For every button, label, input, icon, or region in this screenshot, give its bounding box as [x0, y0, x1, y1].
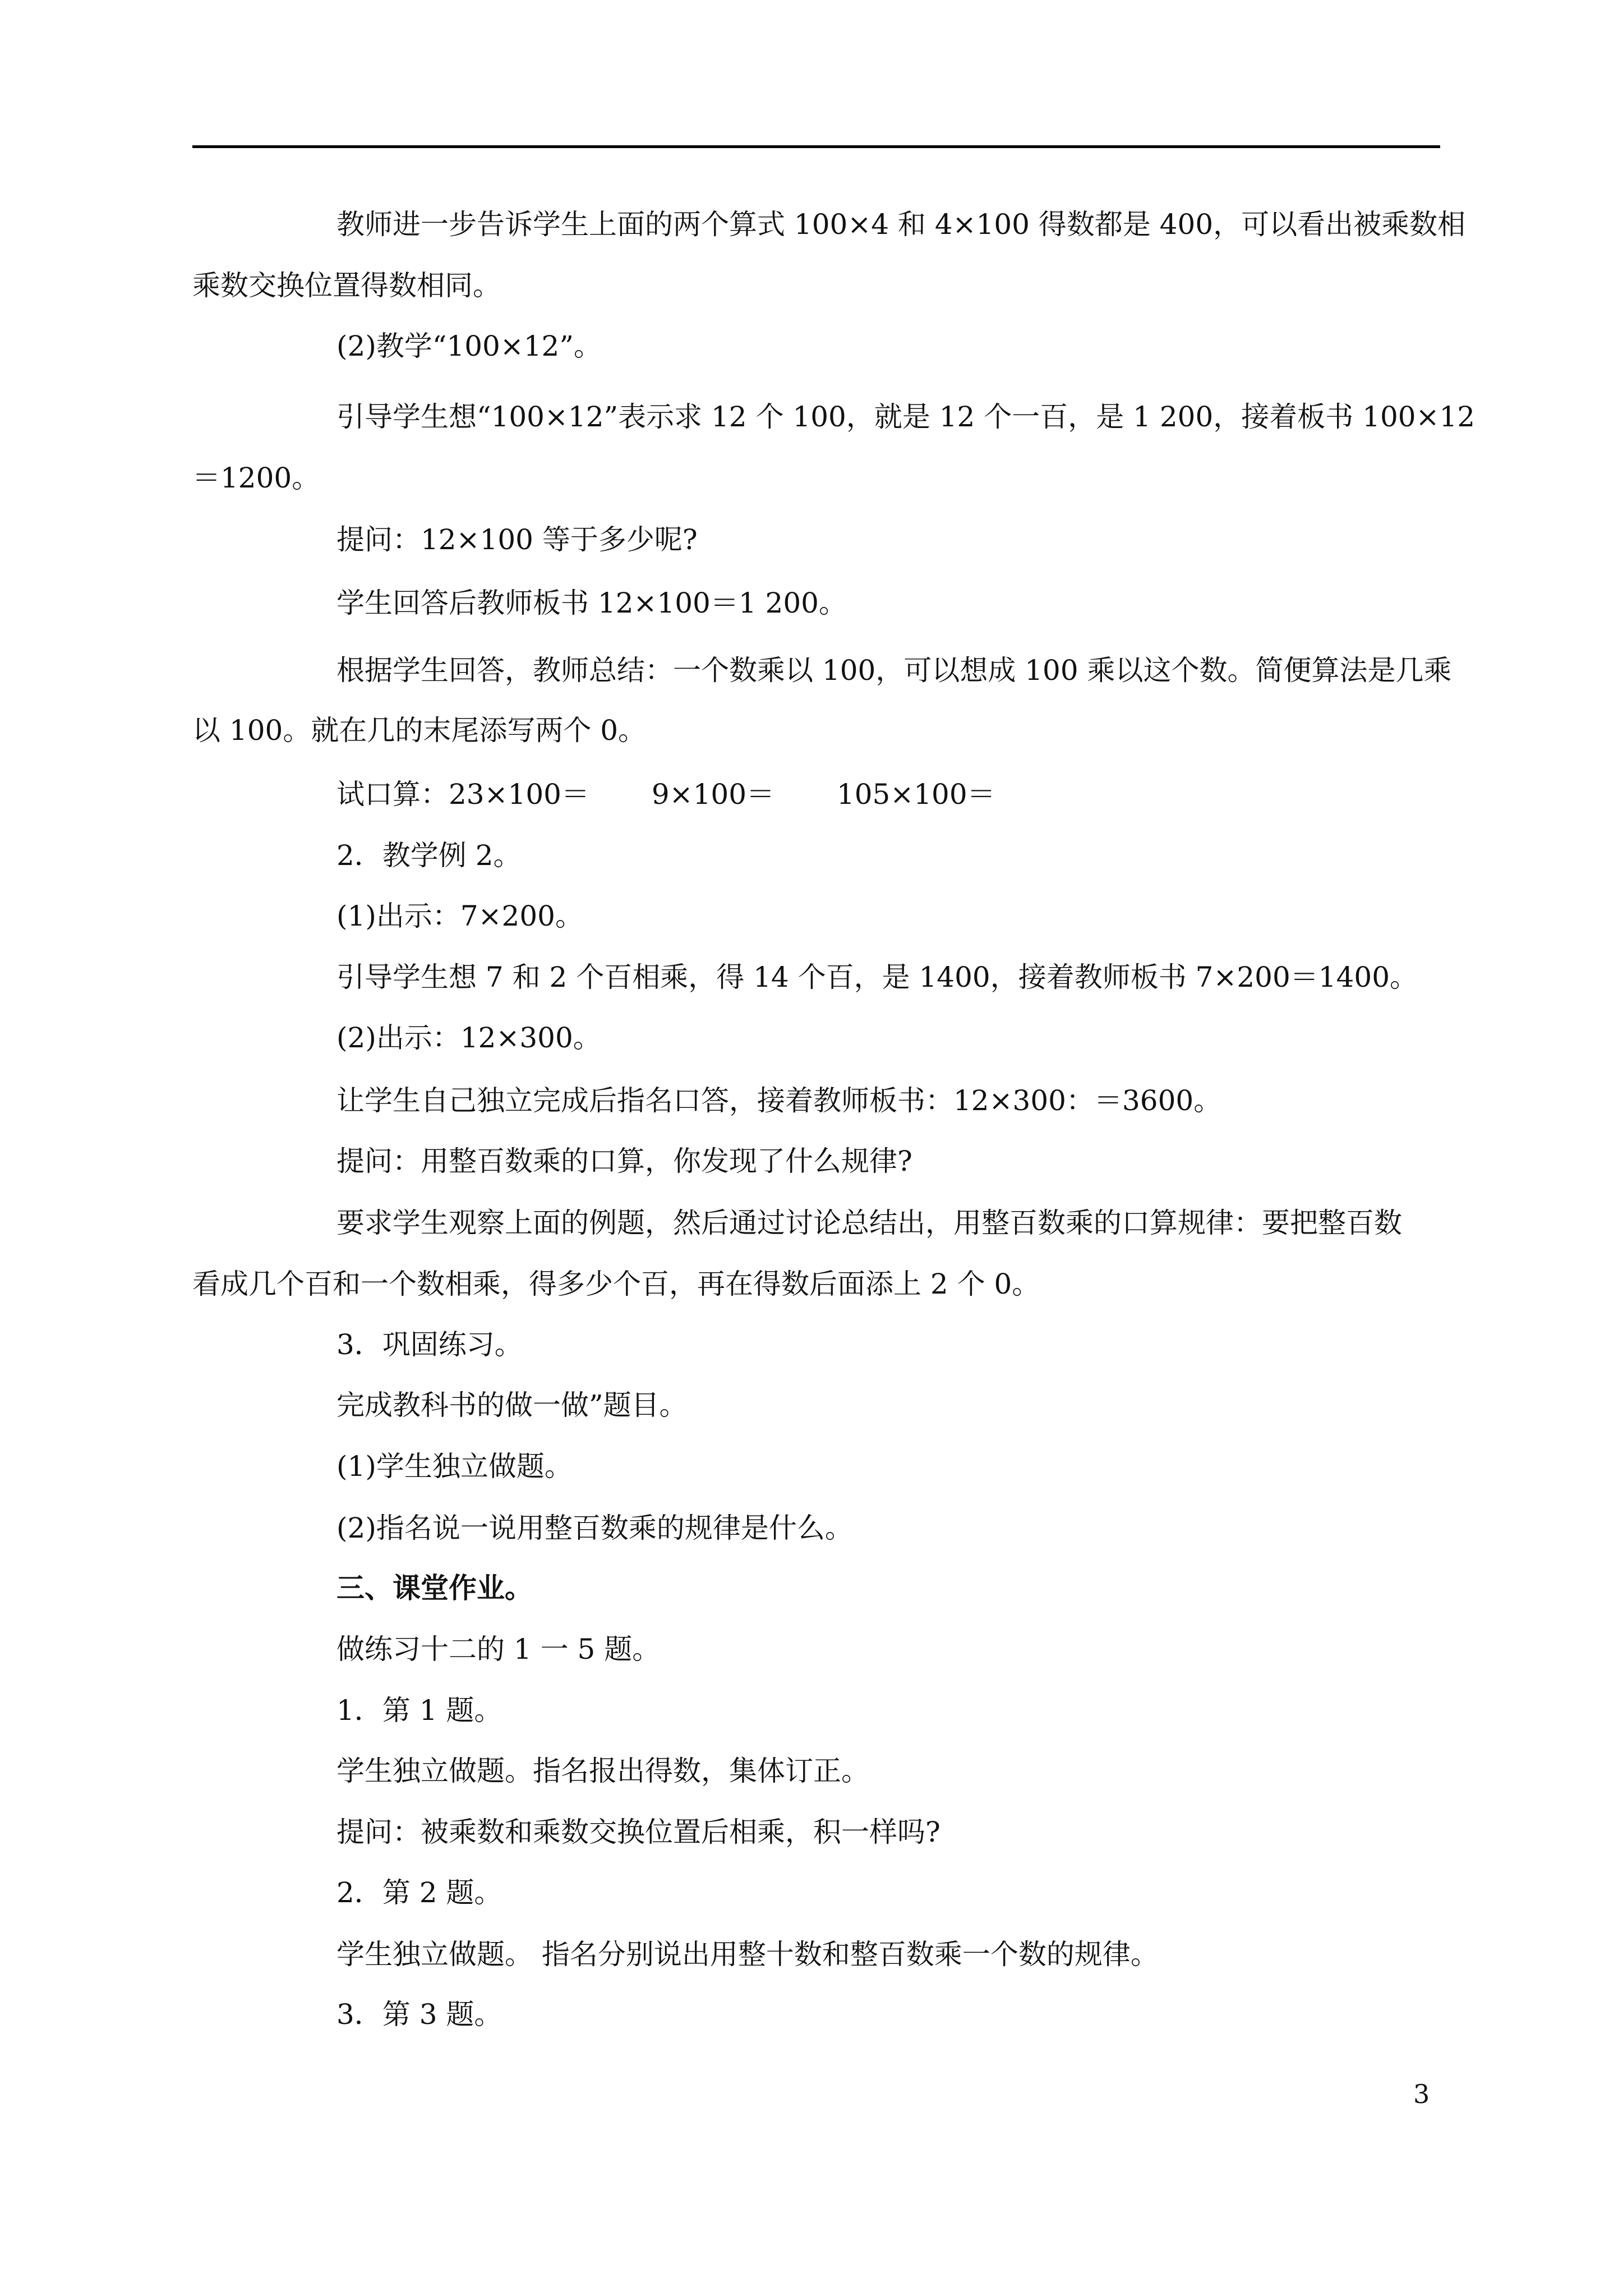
paragraph-line: 学生回答后教师板书 12×100＝1 200。 [336, 587, 847, 619]
paragraph-line: 3．巩固练习。 [336, 1328, 523, 1361]
paragraph-line: 3．第 3 题。 [336, 1998, 502, 2031]
paragraph-line: 提问：被乘数和乘数交换位置后相乘，积一样吗? [336, 1816, 940, 1848]
header-rule [192, 145, 1440, 148]
paragraph-line: 让学生自己独立完成后指名口答，接着教师板书：12×300：＝3600。 [336, 1084, 1222, 1117]
paragraph-line: 2．第 2 题。 [336, 1876, 502, 1909]
paragraph-line: (2)出示：12×300。 [336, 1022, 601, 1054]
paragraph-line: 2．教学例 2。 [336, 839, 522, 872]
paragraph-line: 引导学生想 7 和 2 个百相乘，得 14 个百，是 1400，接着教师板书 7×200＝1400。 [336, 961, 1418, 993]
paragraph-line: 引导学生想“100×12”表示求 12 个 100，就是 12 个一百，是 1 200，接着板书 100×12 [336, 401, 1476, 433]
paragraph-line: 要求学生观察上面的例题，然后通过讨论总结出，用整百数乘的口算规律：要把整百数 [336, 1207, 1402, 1239]
paragraph-line: 根据学生回答，教师总结：一个数乘以 100，可以想成 100 乘以这个数。简便算法是几乘 [336, 654, 1452, 687]
paragraph-line: (2)教学“100×12”。 [336, 330, 602, 362]
paragraph-line: 提问：12×100 等于多少呢? [336, 523, 698, 556]
calc-item: 105×100＝ [836, 778, 995, 811]
page-number: 3 [1413, 2079, 1430, 2109]
paragraph-line: ＝1200。 [192, 462, 320, 494]
paragraph-line: 提问：用整百数乘的口算，你发现了什么规律? [336, 1145, 912, 1177]
paragraph-line: 乘数交换位置得数相同。 [192, 269, 501, 302]
paragraph-line: (1)学生独立做题。 [336, 1450, 573, 1483]
paragraph-line: 做练习十二的 1 一 5 题。 [336, 1633, 661, 1665]
calc-item: 9×100＝ [651, 778, 774, 811]
paragraph-line: 学生独立做题。 指名分别说出用整十数和整百数乘一个数的规律。 [336, 1938, 1159, 1971]
paragraph-line: 1．第 1 题。 [336, 1694, 502, 1727]
paragraph-line: 以 100。就在几的末尾添写两个 0。 [192, 714, 647, 747]
paragraph-line: (1)出示：7×200。 [336, 900, 583, 932]
calc-label: 试口算：23×100＝ [336, 778, 589, 811]
calc-practice-row [336, 777, 995, 811]
paragraph-line: (2)指名说一说用整百数乘的规律是什么。 [336, 1512, 853, 1544]
paragraph-line: 教师进一步告诉学生上面的两个算式 100×4 和 4×100 得数都是 400，可以看出被乘数相 [336, 208, 1466, 241]
paragraph-line: 学生独立做题。指名报出得数，集体订正。 [336, 1755, 869, 1787]
paragraph-line: 看成几个百和一个数相乘，得多少个百，再在得数后面添上 2 个 0。 [192, 1268, 1040, 1300]
section-heading: 三、课堂作业。 [336, 1571, 533, 1604]
paragraph-line: 完成教科书的做一做”题目。 [336, 1389, 688, 1421]
